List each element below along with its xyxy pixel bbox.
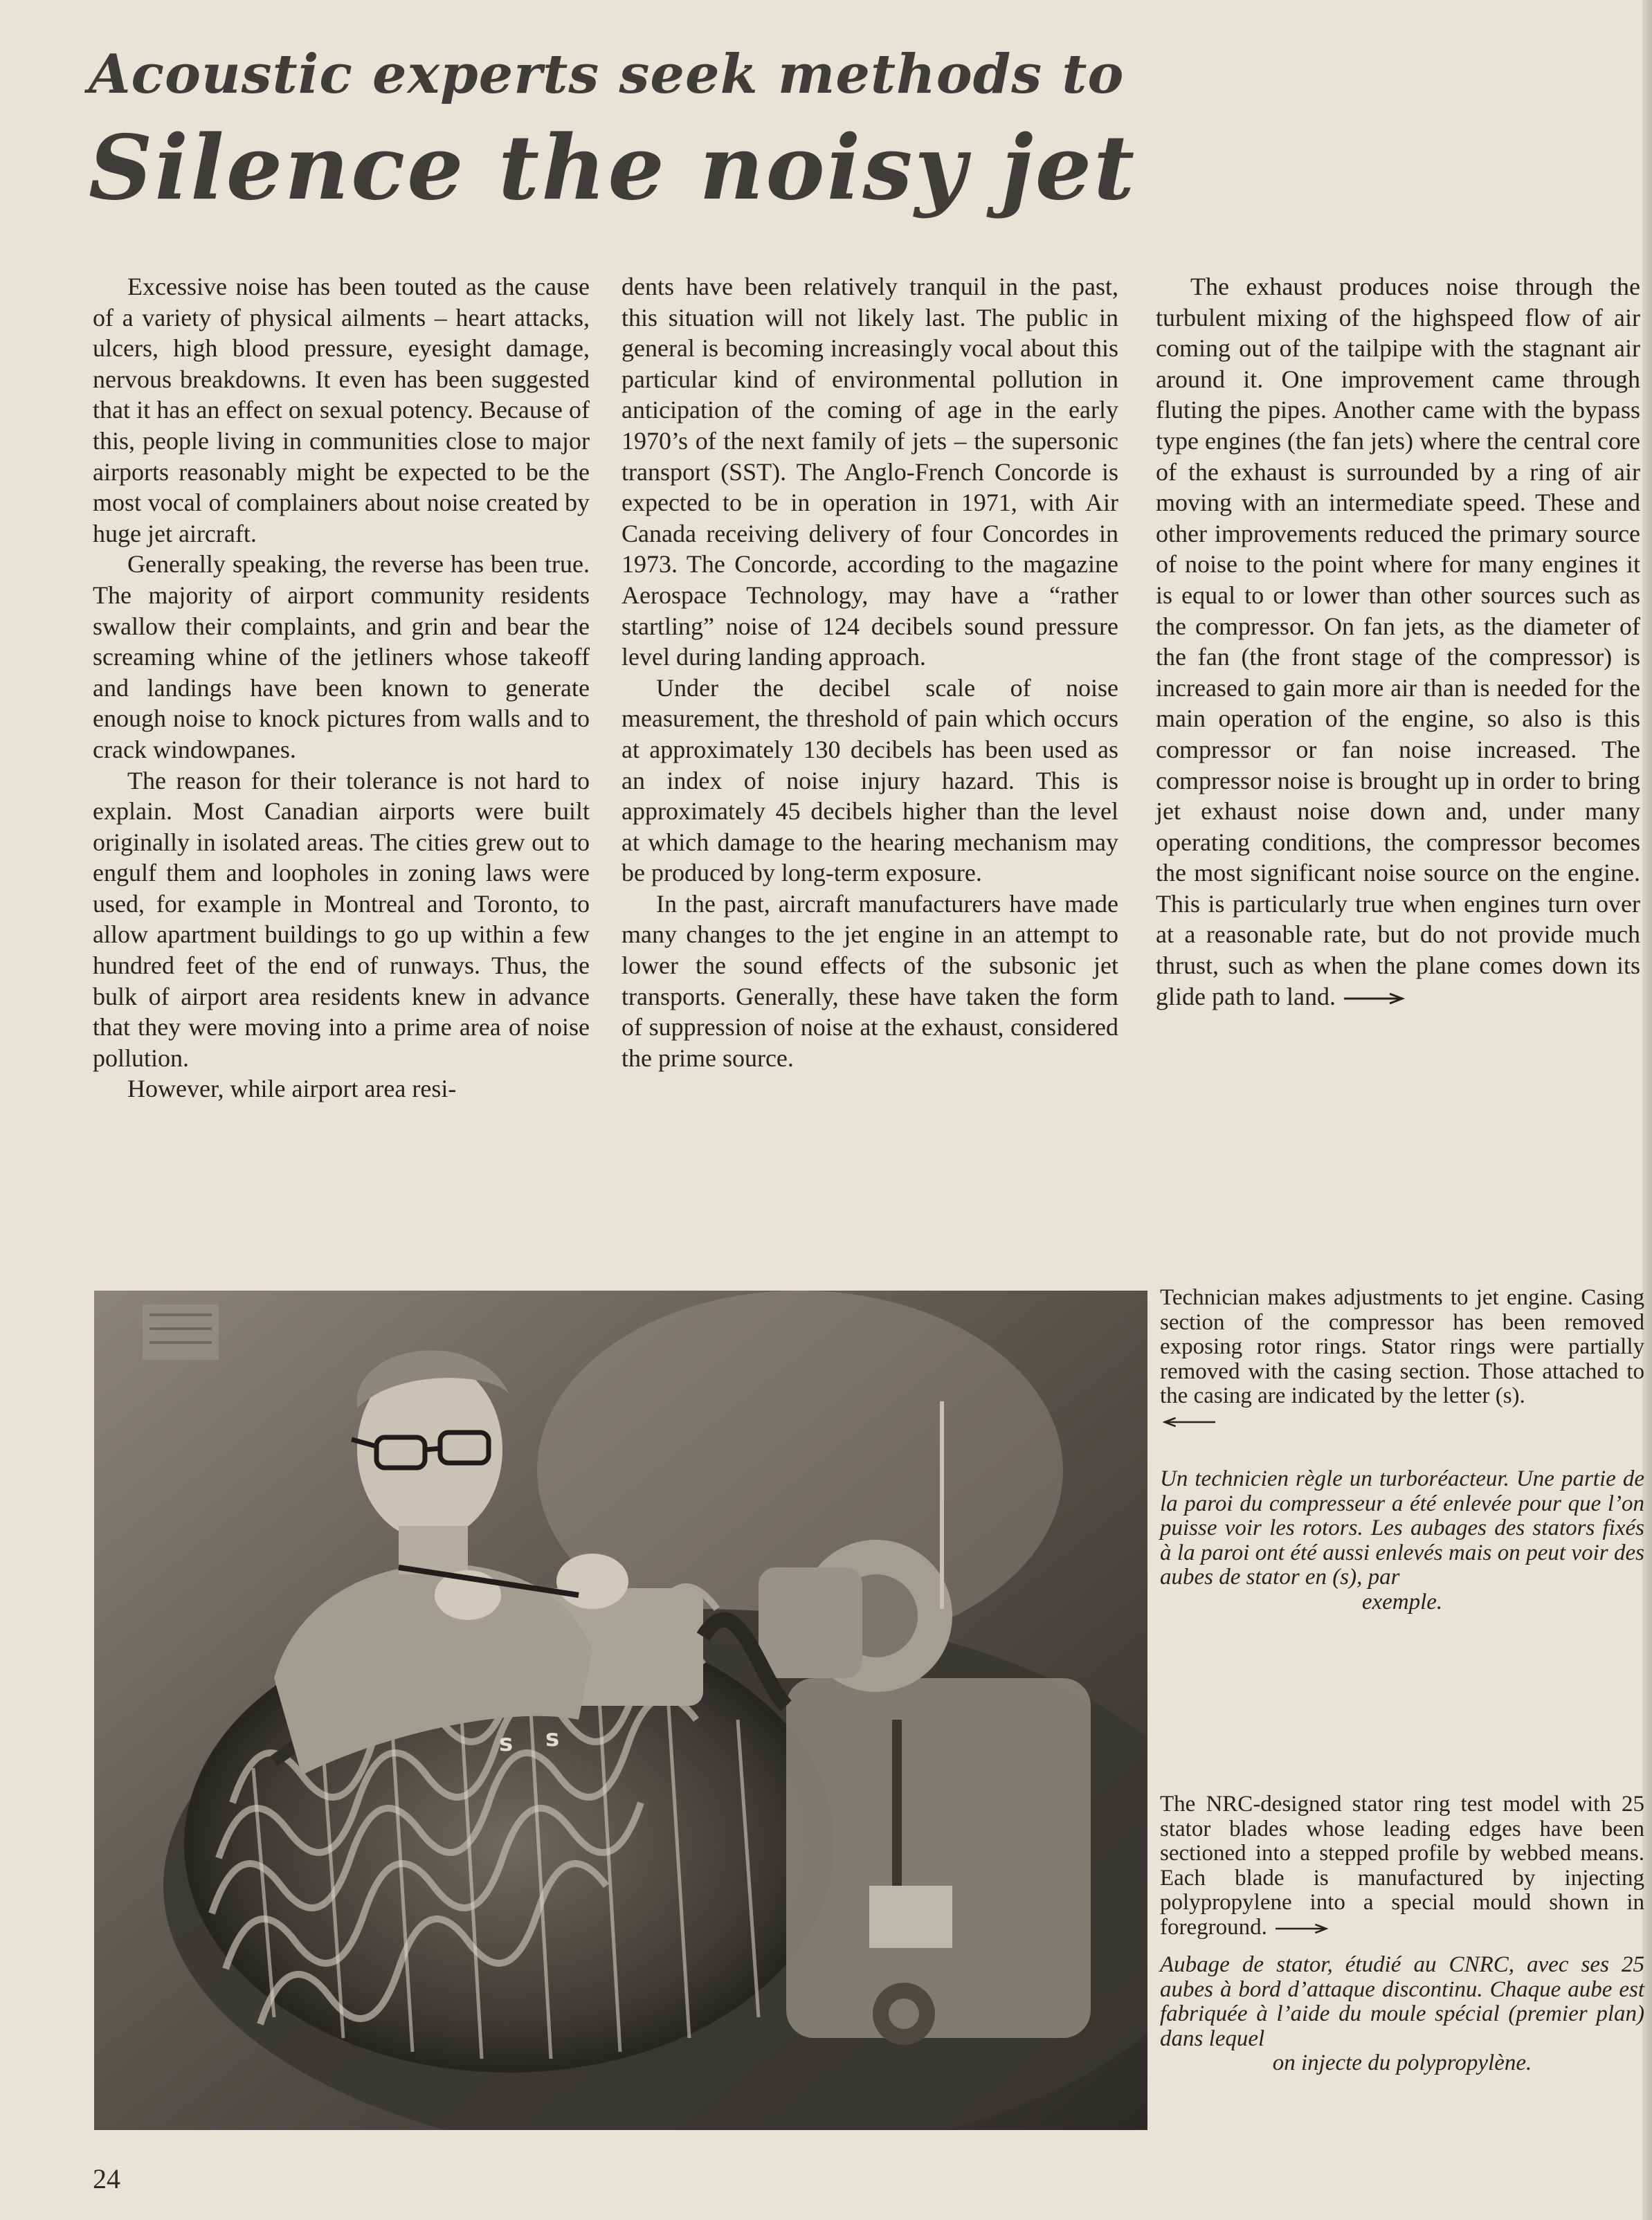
caption-last-line: on injecte du polypropylène. [1272, 2050, 1532, 2075]
arrow-left-icon [1160, 1416, 1215, 1428]
caption-text: Technician makes adjustments to jet engine. Casing section of the compressor has been removed exposing rotor rings. Stator rings were partially removed with the casing section. Those attached to the casing are indicated by the letter (s). [1160, 1285, 1644, 1408]
article-column-2 [621, 271, 1118, 1073]
arrow-right-icon [1344, 992, 1408, 1005]
stator-mark-label: s [545, 1725, 560, 1752]
paragraph: However, while airport area resi- [127, 1075, 457, 1103]
paragraph: Generally speaking, the reverse has been true. The majority of airport community residents swallow their complaints, and grin and bear the screaming whine of the jetliners whose takeoff and landings have been known to generate enough noise to knock pictures from walls and to crack windowpanes. [93, 550, 590, 763]
paragraph: dents have been relatively tranquil in the past, this situation will not likely last. The public in general is becoming increasingly vocal about this particular kind of environmental pollution in anticipation of the coming of age in the early 1970’s of the next family of jets – the supersonic transport (SST). The Anglo-French Concorde is expected to be in operation in 1971, with Air Canada receiving delivery of four Concordes in 1973. The Concorde, according to the magazine Aerospace Technology, may have a “rather startling” noise of 124 decibels sound pressure level during landing approach. [621, 273, 1118, 671]
paragraph: Under the decibel scale of noise measurement, the threshold of pain which occurs at approximately 130 decibels has been used as an index of noise injury hazard. This is approximately 45 decibels higher than the level at which damage to the hearing mechanism may be produced by long-term exposure. [621, 673, 1118, 887]
caption-text: Un technicien règle un turboréacteur. Une partie de la paroi du compresseur a été enlevée pour que l’on puisse voir les rotors. Les aubages des stators fixés à la paroi ont été aussi enlevés mais on peut voir des aubes de stator en (s), par [1160, 1466, 1644, 1590]
caption-text: The NRC-designed stator ring test model with 25 stator blades whose leading edges have been sectioned into a stepped profile by webbed means. Each blade is manufactured by injecting polypropylene into a special mould shown in foreground. [1160, 1792, 1644, 1940]
paragraph: The reason for their tolerance is not hard to explain. Most Canadian airports were built originally in isolated areas. The cities grew out to engulf them and loopholes in zoning laws were used, for example in Montreal and Toronto, to allow apartment buildings to go up within a few hundred feet of the end of runways. Thus, the bulk of airport area residents knew in advance that they were moving into a prime area of noise pollution. [93, 766, 590, 1072]
photo-caption-french [1160, 1467, 1644, 1614]
headline-title: Silence the noisy jet [89, 116, 1137, 220]
paragraph: Excessive noise has been touted as the cause of a variety of physical ailments – heart attacks, ulcers, high blood pressure, eyesight damage, nervous breakdowns. It even has been suggested that it has an effect on sexual potency. Because of this, people living in communities close to major airports reasonably might be expected to be the most vocal of complainers about noise created by huge jet aircraft. [93, 273, 590, 547]
arrow-right-icon [1276, 1922, 1331, 1935]
technician-jet-engine-photo [94, 1291, 1147, 2130]
caption-last-line: exemple. [1361, 1589, 1443, 1614]
paragraph: In the past, aircraft manufacturers have made many changes to the jet engine in an attempt to lower the sound effects of the subsonic jet transports. Generally, these have taken the form of suppression of noise at the exhaust, considered the prime source. [621, 889, 1118, 1072]
headline-kicker: Acoustic experts seek methods to [89, 43, 1125, 106]
caption-text: Aubage de stator, étudié au CNRC, avec ses 25 aubes à bord d’attaque discontinu. Chaque aube est fabriquée à l’aide du moule spécial (premier plan) dans lequel [1160, 1952, 1644, 2051]
engine-photo-illustration [94, 1291, 1147, 2130]
stator-mark-label: s [499, 1729, 514, 1757]
stator-caption-french [1160, 1953, 1644, 2076]
page-number: 24 [93, 2163, 120, 2194]
stator-caption-english [1160, 1792, 1644, 1940]
paragraph-text: The exhaust produces noise through the turbulent mixing of the highspeed flow of air coming out of the tailpipe with the stagnant air around it. One improvement came through fluting the pipes. Another came with the bypass type engines (the fan jets) where the central core of the exhaust is surrounded by a ring of air moving with an intermediate speed. These and other improvements reduced the primary source of noise to the point where for many engines it is equal to or lower than other sources such as the compressor. On fan jets, as the diameter of the fan (the front stage of the compressor) is increased to gain more air than is needed for the main operation of the engine, so also is this compressor or fan noise increased. The compressor noise is brought up in order to bring jet exhaust noise down and, under many operating conditions, the compressor becomes the most significant noise source on the engine. This is particularly true when engines turn over at a reasonable rate, but do not provide much thrust, such as when the plane comes down its glide path to land. [1156, 273, 1640, 1010]
article-column-3 [1156, 271, 1640, 1012]
article-column-1 [93, 271, 590, 1104]
photo-caption-english [1160, 1286, 1644, 1433]
paragraph [1156, 271, 1640, 1012]
